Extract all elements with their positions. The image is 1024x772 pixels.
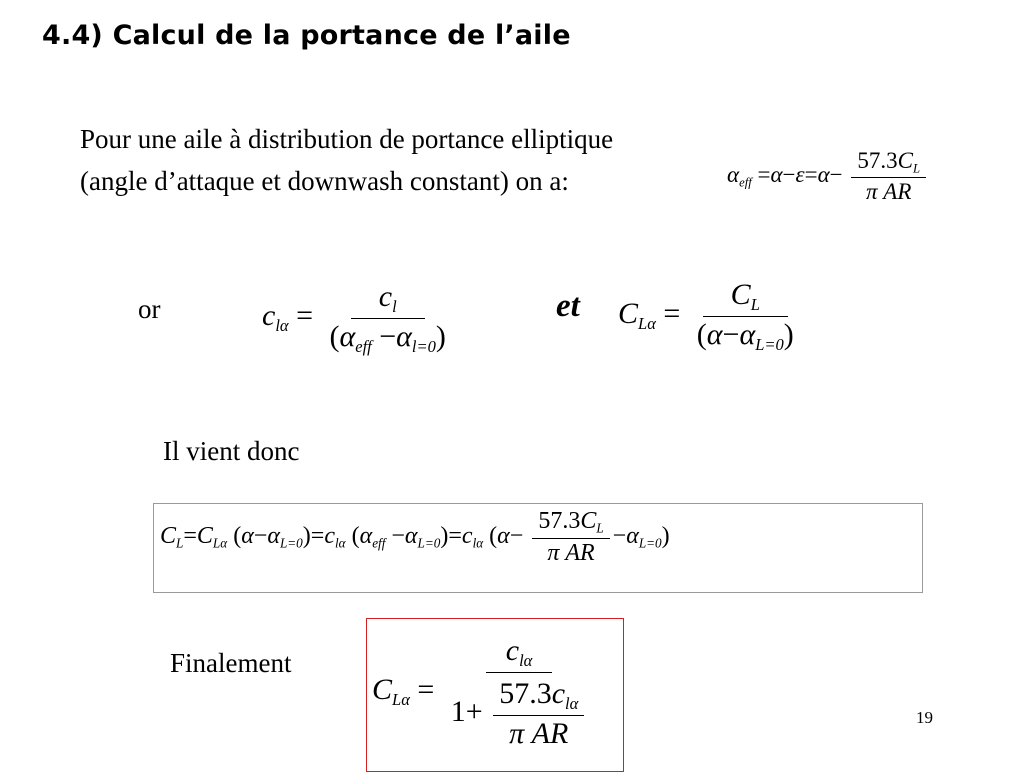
page-number: 19 [916, 708, 933, 727]
fraction-cl-over-alpha-diff: $\frac{c_l}{(\alpha_{eff} -\alpha_{l=0})}$ [329, 280, 446, 356]
fraction-57-3-CL-over-piAR-derivation: $\frac{57.3C_L}{\text{π AR}}$ [532, 508, 609, 567]
fraction-57-3-CL-over-piAR: $\frac{57.3C_L}{\text{π AR}}$ [851, 148, 926, 205]
intro-text [80, 118, 613, 202]
fraction-final: $c_{l\alpha}$ 1+ $\frac{57.3c_{l\alpha}}{\text{π AR}}$ [445, 634, 594, 751]
intro-line-2: (angle d’attaque et downwash constant) on a: [80, 166, 569, 196]
label-finalement: Finalement [170, 648, 292, 678]
intro-line-1: Pour une aile à distribution de portance elliptique [80, 124, 614, 154]
equation-alpha-eff: $\alpha_{eff} =\alpha-\varepsilon=\alpha-$ $\frac{57.3C_L}{\text{π AR}}$ [727, 148, 929, 205]
equation-final: $C_{L\alpha}$ = $c_{l\alpha}$ 1+ $\frac{57.3c_{l\alpha}}{\text{π AR}}$ [372, 634, 596, 751]
label-et: et [556, 288, 580, 324]
fraction-CL-over-alpha-diff: $\frac{C_L}{(\alpha-\alpha_{L=0})}$ [696, 278, 794, 354]
equation-C-L-alpha: $C_{L\alpha}$ = $\frac{C_L}{(\alpha-\alpha_{L=0})}$ [618, 278, 803, 355]
slide-title: 4.4) Calcul de la portance de l’aile [42, 20, 571, 51]
label-or: or [138, 294, 161, 324]
equation-c-l-alpha: $c_{l\alpha}$ = $\frac{c_l}{(\alpha_{eff} -\alpha_{l=0})}$ [262, 280, 455, 357]
label-il-vient-donc: Il vient donc [163, 436, 300, 466]
equation-derivation: $C_L=C_{L\alpha}$ $(\alpha-\alpha_{L=0})=c_{l\alpha}$ $(\alpha_{eff} -\alpha_{L=0})=c_{l\alpha}$ (α− $\frac{57.3C_L}{\text{π AR}}$ $-\alpha_{L=0}$) [160, 508, 670, 566]
fraction-final-inner: $\frac{57.3c_{l\alpha}}{\text{π AR}}$ [493, 677, 584, 751]
